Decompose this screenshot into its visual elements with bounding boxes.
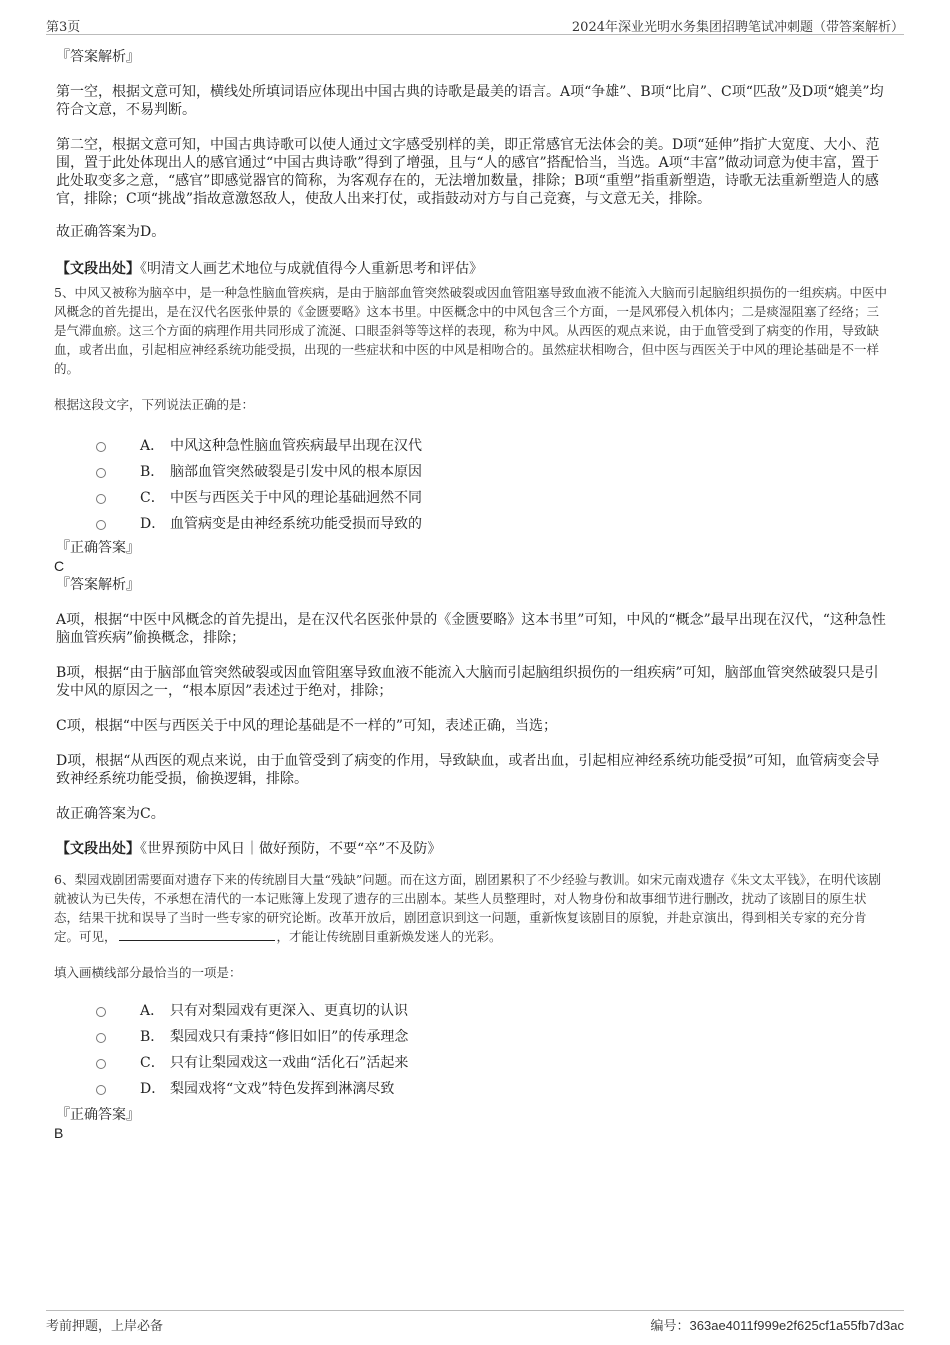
- q5-option-c[interactable]: C． 中医与西医关于中风的理论基础迥然不同: [96, 485, 890, 511]
- q5-stem: 5、中风又被称为脑卒中，是一种急性脑血管疾病，是由于脑部血管突然破裂或因血管阻塞导致血液不能流入大脑而引起脑组织损伤的一组疾病。中医中风概念的首先提出，是在汉代名医张仲景的《金匮要略》这本书里。中医概念中的中风包含三个方面，一是风邪侵入机体内；二是痰湿阻塞了经络；三是气滞血瘀。这三个方面的病理作用共同形成了流涎、口眼歪斜等等这样的表现，称为中风。从西医的观点来说，由于血管受到了病变的作用，导致缺血，或者出血，引起相应神经系统功能受损，出现的一些症状和中医的中风是相吻合的。虽然症状相吻合，但中医与西医关于中风的理论基础是不一样的。: [54, 285, 887, 376]
- q5-conclusion: 故正确答案为C。: [56, 806, 165, 822]
- radio-icon[interactable]: [96, 468, 106, 478]
- q6-option-b[interactable]: B． 梨园戏只有秉持“修旧如旧”的传承理念: [96, 1024, 890, 1050]
- q4-source-label: 【文段出处】: [56, 261, 140, 277]
- radio-icon[interactable]: [96, 1007, 106, 1017]
- page-content: [56, 46, 890, 1142]
- q5-analysis-a: A项，根据“中医中风概念的首先提出，是在汉代名医张仲景的《金匮要略》这本书里”可知，中风的“概念”最早出现在汉代，“这种急性脑血管疾病”偷换概念，排除；: [56, 612, 886, 646]
- page-footer: [46, 1310, 904, 1333]
- q4-source: [56, 260, 890, 278]
- document-title: 2024年深业光明水务集团招聘笔试冲刺题（带答案解析）: [571, 20, 904, 35]
- q6-option-c[interactable]: C． 只有让梨园戏这一戏曲“活化石”活起来: [96, 1050, 890, 1076]
- page-header: [46, 14, 904, 35]
- q6-answer-label: 『正确答案』: [56, 1107, 140, 1123]
- page-number: 第3页: [46, 20, 81, 35]
- radio-icon[interactable]: [96, 520, 106, 530]
- q5-option-a[interactable]: A． 中风这种急性脑血管疾病最早出现在汉代: [96, 433, 890, 459]
- q5-source-label: 【文段出处】: [56, 841, 140, 857]
- q6-answer: B: [54, 1125, 64, 1141]
- q5-option-d[interactable]: D． 血管病变是由神经系统功能受损而导致的: [96, 511, 890, 537]
- q5-answer-label: 『正确答案』: [56, 540, 140, 556]
- q6-options: [56, 998, 890, 1102]
- q4-source-text: 《明清文人画艺术地位与成就值得今人重新思考和评估》: [140, 261, 483, 277]
- q4-analysis-p2: 第二空，根据文意可知，中国古典诗歌可以使人通过文字感受别样的美，即正常感官无法体会的美。D项“延伸”指扩大宽度、大小、范围，置于此处体现出人的感官通过“中国古典诗歌”得到了增强，且与“人的感官”搭配恰当，当选。A项“丰富”做动词意为使丰富，置于此处取变多之意，“感官”即感觉器官的简称，为客观存在的，无法增加数量，排除；B项“重塑”指重新塑造，诗歌无法重新塑造人的感官，排除；C项“挑战”指故意激怒敌人，使敌人出来打仗，或指鼓动对方与自己竞赛，与文意无关，排除。: [56, 137, 880, 207]
- q4-conclusion: 故正确答案为D。: [56, 224, 166, 240]
- document-code: 编号：363ae4011f999e2f625cf1a55fb7d3ac: [650, 1318, 904, 1333]
- q6-stem: 6、梨园戏剧团需要面对遗存下来的传统剧目大量“残缺”问题。而在这方面，剧团累积了不少经验与教训。如宋元南戏遗存《朱文太平钱》，在明代该剧就被认为已失传，不承想在清代的一本记账簿上发现了遗存的三出剧本。某些人员整理时，对人物身份和故事细节进行删改，扰动了该剧目的原生状态，结果干扰和误导了当时一些专家的研究论断。改革开放后，剧团意识到这一问题，重新恢复该剧目的原貌，并赴京演出，得到相关专家的充分肯定。可见， ，才能让传统剧目重新焕发迷人的光彩。: [54, 872, 881, 944]
- fill-blank: [119, 928, 275, 941]
- radio-icon[interactable]: [96, 1085, 106, 1095]
- footer-slogan: 考前押题，上岸必备: [46, 1319, 164, 1334]
- q5-analysis-c: C项，根据“中医与西医关于中风的理论基础是不一样的”可知，表述正确，当选；: [56, 718, 558, 734]
- q5-source-text: 《世界预防中风日｜做好预防，不要“卒”不及防》: [140, 841, 442, 857]
- radio-icon[interactable]: [96, 1059, 106, 1069]
- radio-icon[interactable]: [96, 494, 106, 504]
- q4-analysis-p1: 第一空，根据文意可知，横线处所填词语应体现出中国古典的诗歌是最美的语言。A项“争雄”、B项“比肩”、C项“匹敌”及D项“媲美”均符合文意，不易判断。: [56, 84, 884, 118]
- q6-prompt: 填入画横线部分最恰当的一项是：: [54, 965, 242, 980]
- q5-analysis-d: D项，根据“从西医的观点来说，由于血管受到了病变的作用，导致缺血，或者出血，引起相应神经系统功能受损”可知，血管病变会导致神经系统功能受损，偷换逻辑，排除。: [56, 753, 880, 787]
- q6-option-d[interactable]: D． 梨园戏将“文戏”特色发挥到淋漓尽致: [96, 1076, 890, 1102]
- q5-options: [56, 433, 890, 537]
- radio-icon[interactable]: [96, 442, 106, 452]
- q5-analysis-label: 『答案解析』: [56, 577, 140, 593]
- q6-option-a[interactable]: A． 只有对梨园戏有更深入、更真切的认识: [96, 998, 890, 1024]
- q5-source: [56, 840, 890, 858]
- q5-analysis-b: B项，根据“由于脑部血管突然破裂或因血管阻塞导致血液不能流入大脑而引起脑组织损伤的一组疾病”可知，脑部血管突然破裂只是引发中风的原因之一，“根本原因”表述过于绝对，排除；: [56, 665, 879, 699]
- q5-option-b[interactable]: B． 脑部血管突然破裂是引发中风的根本原因: [96, 459, 890, 485]
- q5-prompt: 根据这段文字，下列说法正确的是：: [54, 397, 255, 412]
- q5-answer: C: [54, 558, 65, 574]
- radio-icon[interactable]: [96, 1033, 106, 1043]
- q4-analysis-label: 『答案解析』: [56, 49, 140, 65]
